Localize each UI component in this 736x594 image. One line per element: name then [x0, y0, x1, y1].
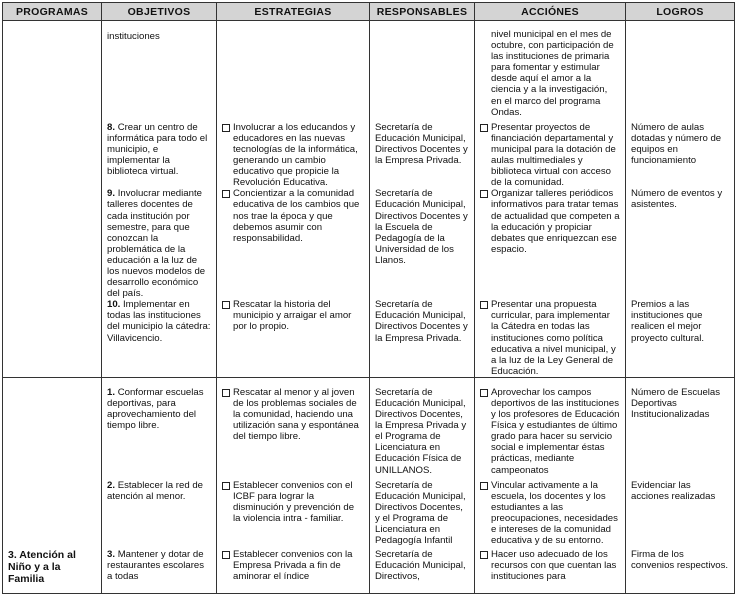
- objetivo-number: 1.: [107, 386, 116, 398]
- objetivo-number: 10.: [107, 299, 121, 311]
- table-row: [3, 299, 735, 377]
- objetivo-cell: [102, 188, 217, 299]
- logros-text: Número de aulas dotadas y número de equipos en funcionamiento: [631, 121, 722, 167]
- acciones-cell: [475, 21, 626, 118]
- header-acciones: ACCIÓNES: [475, 3, 626, 21]
- objetivo-cell: [102, 476, 217, 547]
- header-row: [3, 3, 735, 21]
- checkbox-icon: [222, 389, 230, 397]
- programa-cell: [3, 377, 102, 475]
- acciones-cell: [475, 377, 626, 475]
- responsables-cell: [370, 299, 475, 377]
- responsables-cell: [370, 188, 475, 299]
- table-row: [3, 377, 735, 475]
- logros-cell: [626, 21, 735, 118]
- estrategia-text: Establecer convenios con el ICBF para lograr la disminución y prevención de la violencia intra - familiar.: [233, 479, 355, 524]
- checkbox-icon: [222, 482, 230, 490]
- objetivo-cell: [102, 21, 217, 118]
- header-estrategias: ESTRATEGIAS: [217, 3, 370, 21]
- acciones-text: Organizar talleres periódicos informativos para tratar temas de actualidad que competen a la educación y propiciar debates que enriquezcan ese espacio.: [491, 188, 620, 255]
- checkbox-icon: [222, 551, 230, 559]
- programa-cell: [3, 546, 102, 593]
- acciones-text: Hacer uso adecuado de los recursos con que cuentan las instituciones para: [491, 549, 617, 583]
- table-row: [3, 21, 735, 118]
- objetivo-text: Implementar en todas las instituciones del municipio la cátedra: Villavicencio.: [107, 299, 211, 344]
- header-programas: PROGRAMAS: [3, 3, 102, 21]
- acciones-cell: [475, 299, 626, 377]
- logros-cell: [626, 377, 735, 475]
- header-logros: LOGROS: [626, 3, 735, 21]
- responsables-text: Secretaría de Educación Municipal, Directivos Docentes y la Escuela de Pedagogía de la Universidad de los Llanos.: [375, 188, 468, 266]
- objetivo-cell: [102, 377, 217, 475]
- logros-text: Firma de los convenios respectivos.: [631, 549, 729, 572]
- acciones-cell: [475, 188, 626, 299]
- checkbox-icon: [480, 389, 488, 397]
- objetivo-cell: [102, 118, 217, 189]
- objetivo-cell: [102, 299, 217, 377]
- estrategia-cell: [217, 377, 370, 475]
- responsables-cell: [370, 476, 475, 547]
- table-row: [3, 476, 735, 547]
- estrategia-text: Establecer convenios con la Empresa Privada a fin de aminorar el índice: [233, 549, 353, 583]
- estrategia-cell: [217, 188, 370, 299]
- programa-cell: [3, 21, 102, 118]
- responsables-text: Secretaría de Educación Municipal, Directivos Docentes, y el Programa de Licenciatura en Pedagogía Infantil: [375, 479, 466, 547]
- logros-cell: [626, 476, 735, 547]
- programa-cell: [3, 476, 102, 547]
- estrategia-cell: [217, 299, 370, 377]
- objetivo-number: 8.: [107, 121, 116, 133]
- checkbox-icon: [480, 301, 488, 309]
- acciones-text: Presentar proyectos de financiación departamental y municipal para la dotación de aulas multimediales y biblioteca virtual con acceso de la comunidad.: [491, 121, 616, 189]
- objetivo-text: Crear un centro de informática para todo el municipio, e implementar la biblioteca virtual.: [107, 121, 208, 178]
- table-row: [3, 118, 735, 189]
- estrategia-cell: [217, 21, 370, 118]
- checkbox-icon: [480, 124, 488, 132]
- responsables-cell: [370, 21, 475, 118]
- responsables-cell: [370, 377, 475, 475]
- programa-cell: [3, 188, 102, 299]
- logros-text: Número de eventos y asistentes.: [631, 188, 723, 211]
- responsables-text: Secretaría de Educación Municipal, Directivos Docentes y la Empresa Privada.: [375, 121, 468, 167]
- acciones-text: nivel municipal en el mes de octubre, con participación de las instituciones de primaria para fomentar y estimular desde aquí el amor a la ciencia y a la investigación, en el marco del programa Ondas.: [491, 29, 614, 118]
- responsables-text: Secretaría de Educación Municipal, Directivos,: [375, 549, 466, 583]
- objetivo-text: Mantener y dotar de restaurantes escolares a todas: [107, 549, 205, 583]
- acciones-text: Aprovechar los campos deportivos de las instituciones y los profesores de Educación Física y estudiantes de último grado para hacer su servicio social e implementar éstas prácticas, mediante campeonatos: [491, 386, 620, 476]
- objetivo-text: Involucrar mediante talleres docentes de cada institución por semestre, para que conozcan la problemática de la educación a la luz de los nuevos modelos de desarrollo económico del país.: [107, 188, 206, 300]
- estrategia-cell: [217, 476, 370, 547]
- logros-cell: [626, 188, 735, 299]
- estrategia-cell: [217, 546, 370, 593]
- objetivo-text: Conformar escuelas deportivas, para aprovechamiento del tiempo libre.: [107, 386, 204, 432]
- acciones-text: Vincular activamente a la escuela, los docentes y los estudiantes a las preocupaciones, necesidades e intereses de la comunidad educativa y de su entorno.: [491, 479, 618, 547]
- logros-text: Número de Escuelas Deportivas Institucionalizadas: [631, 386, 721, 421]
- estrategia-cell: [217, 118, 370, 189]
- acciones-cell: [475, 546, 626, 593]
- logros-text: Evidenciar las acciones realizadas: [631, 479, 716, 502]
- responsables-cell: [370, 546, 475, 593]
- table-row: [3, 546, 735, 593]
- programa-cell: [3, 118, 102, 189]
- plan-table: [2, 2, 735, 594]
- programa-cell: [3, 299, 102, 377]
- table-row: [3, 188, 735, 299]
- objetivo-text: instituciones: [107, 31, 160, 42]
- checkbox-icon: [222, 190, 230, 198]
- responsables-cell: [370, 118, 475, 189]
- logros-cell: [626, 118, 735, 189]
- objetivo-text: Establecer la red de atención al menor.: [107, 479, 204, 502]
- header-responsables: RESPONSABLES: [370, 3, 475, 21]
- logros-cell: [626, 299, 735, 377]
- checkbox-icon: [222, 301, 230, 309]
- acciones-cell: [475, 476, 626, 547]
- checkbox-icon: [480, 482, 488, 490]
- logros-text: Premios a las instituciones que realicen el mejor proyecto cultural.: [631, 299, 705, 344]
- acciones-cell: [475, 118, 626, 189]
- header-objetivos: OBJETIVOS: [102, 3, 217, 21]
- objetivo-cell: [102, 546, 217, 593]
- responsables-text: Secretaría de Educación Municipal, Directivos Docentes y la Empresa Privada.: [375, 299, 468, 344]
- objetivo-number: 3.: [107, 549, 116, 561]
- objetivo-number: 9.: [107, 188, 116, 200]
- checkbox-icon: [480, 551, 488, 559]
- checkbox-icon: [222, 124, 230, 132]
- logros-cell: [626, 546, 735, 593]
- acciones-text: Presentar una propuesta curricular, para implementar la Cátedra en todas las instituciones como política educativa a nivel municipal, y a la luz de la Ley General de Educación.: [491, 299, 616, 377]
- checkbox-icon: [480, 190, 488, 198]
- estrategia-text: Rescatar al menor y al joven de los problemas sociales de la comunidad, haciendo una utilización sana y espontánea del tiempo libre.: [233, 386, 359, 443]
- estrategia-text: Involucrar a los educandos y educadores en las nuevas tecnologías de la informática, generando un cambio educativo que propicie la Revolución Educativa.: [233, 121, 358, 189]
- estrategia-text: Concientizar a la comunidad educativa de los cambios que nos trae la época y que debemos asumir con responsabilidad.: [233, 188, 360, 244]
- responsables-text: Secretaría de Educación Municipal, Directivos Docentes, la Empresa Privada y el Programa de Licenciatura en Educación Física de UNILLANOS.: [375, 386, 467, 476]
- objetivo-number: 2.: [107, 479, 116, 491]
- estrategia-text: Rescatar la historia del municipio y arraigar el amor por lo propio.: [233, 299, 352, 333]
- programa-text: 3. Atención al Niño y a la Familia: [8, 549, 76, 586]
